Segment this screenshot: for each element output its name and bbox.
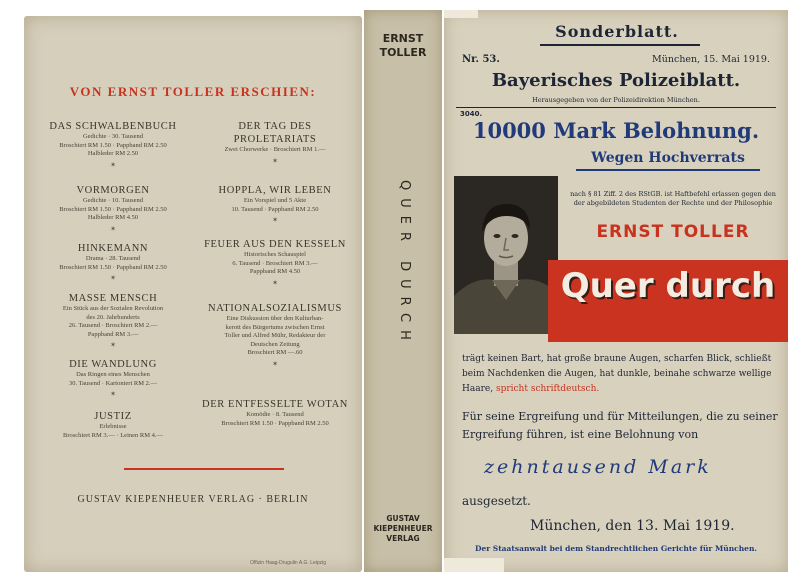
reason-underline [576,169,760,171]
book-detail: des 20. Jahrhunderts [86,313,140,321]
book-title: DER ENTFESSELTE WOTAN [202,399,348,410]
book-detail: Pappband RM 3.— [87,330,139,338]
book-detail: Broschiert RM 1.50 · Pappband RM 2.50 [59,141,167,149]
book-detail: kerott des Bürgertums zwischen Ernst [225,323,325,331]
book-entry [196,398,354,428]
torn-edge [444,558,504,572]
separator-star-icon: ✶ [110,274,116,282]
book-detail: Das Ringen eines Menschen [76,371,150,378]
footer-line: Der Staatsanwalt bei dem Standrechtlichen Gerichte für München. [474,544,758,553]
header-rule [540,44,700,46]
book-detail: Ein Stück aus der Sozialen Revolution [62,305,164,312]
book-title: Quer durch [560,266,776,306]
book-detail: Eine Diskussion über den Kulturban- [226,315,324,322]
reward-call: Für seine Ergreifung und für Mitteilungen, die zu seiner Ergreifung führen, ist eine Belohnung von [462,410,778,441]
separator-star-icon: ✶ [110,341,116,349]
book-detail: Ein Vorspiel und 5 Akte [243,197,307,204]
front-cover [444,10,788,572]
book-title: DER TAG DES PROLETARIATS [233,121,317,145]
book-title: MASSE MENSCH [68,293,158,304]
reward-sum: zehntausend Mark [484,456,712,478]
back-cover-heading: VON ERNST TOLLER ERSCHIEN: [69,84,317,99]
book-detail: Broschiert RM 1.50 · Pappband RM 2.50 [221,419,329,427]
book-detail: 26. Tausend · Broschiert RM 2.— [68,322,158,329]
book-title: DIE WANDLUNG [69,359,157,370]
book-detail: Halbleder RM 2.50 [87,150,139,157]
signature-date: München, den 13. Mai 1919. [530,518,735,534]
book-title: DAS SCHWALBENBUCH [49,121,177,132]
book-detail: Historisches Schauspiel [244,251,306,258]
spine-title: QUER DURCH [397,180,412,348]
book-entry [38,292,188,349]
book-entry [38,358,188,398]
spine-publisher [364,514,442,544]
spine-publisher-line: VERLAG [386,534,420,543]
book-jacket [10,10,788,572]
newspaper-title: Bayerisches Polizeiblatt. [491,70,741,91]
book-detail: Halbleder RM 4.50 [87,214,139,221]
book-title: FEUER AUS DEN KESSELN [204,239,346,250]
spine-publisher-line: KIEPENHEUER [373,524,433,533]
book-detail: Toller und Alfred Mühr, Redakteur der [224,332,326,339]
offered-text: ausgesetzt. [462,494,531,508]
separator-star-icon: ✶ [272,278,278,287]
book-detail: Broschiert RM —.60 [247,349,303,356]
book-entry [196,238,354,287]
spine-author-line: ERNST [382,32,424,45]
book-detail: Broschiert RM 3.— · Leinen RM 4.— [62,431,164,439]
book-title: NATIONALSOZIALISMUS [208,303,342,314]
book-entry [196,302,354,368]
spine-publisher-line: GUSTAV [386,514,420,523]
separator-star-icon: ✶ [272,359,278,368]
red-divider [124,468,284,470]
book-title: HINKEMANN [77,243,149,254]
separator-star-icon: ✶ [110,160,116,169]
book-detail: Pappband RM 4.50 [249,268,301,275]
portrait-photo [454,176,558,334]
book-detail: Zwei Chorwerke · Broschiert RM 1.— [224,146,326,153]
book-title: VORMORGEN [76,185,150,196]
book-detail: Gedichte · 30. Tausend [82,133,144,140]
editor-line: Herausgegeben von der Polizeidirektion München. [532,96,700,104]
book-detail: Drama · 28. Tausend [85,255,141,262]
book-entry [38,410,188,440]
description-text: trägt keinen Bart, hat große braune Augen, scharfen Blick, schließt beim Nachdenken die Augen, hat dunkle, beinahe schwarze wellige Haare, [462,354,772,394]
issue-date: München, 15. Mai 1919. [652,54,770,65]
book-title: JUSTIZ [94,411,132,422]
book-detail: Gedichte · 10. Tausend [82,197,144,204]
torn-edge [444,10,478,18]
spine-author-line: TOLLER [379,46,427,59]
book-detail: 30. Tausend · Kartoniert RM 2.— [68,379,158,387]
book-entry [196,120,354,165]
spine-author [364,32,442,60]
book-entry [196,184,354,224]
book-detail: Broschiert RM 1.50 · Pappband RM 2.50 [59,205,167,213]
book-entry [38,184,188,233]
book-detail: Komödie · 8. Tausend [246,411,304,418]
issue-number: Nr. 53. [462,54,500,65]
legal-notice: nach § 81 Ziff. 2 des RStGB. ist Haftbefehl erlassen gegen den der abgebildeten Studenten der Rechte und der Philosophie [570,190,776,207]
printer-credit: Offizin Haag-Drugulin A.G. Leipzig [250,560,327,566]
book-entry [38,120,188,169]
book-detail: 10. Tausend · Pappband RM 2.50 [231,205,319,213]
publisher-line: GUSTAV KIEPENHEUER VERLAG · BERLIN [77,494,309,505]
description [462,352,780,397]
reward-headline: 10000 Mark Belohnung. [472,118,760,143]
book-entry [38,242,188,282]
description-highlight: spricht schriftdeutsch. [495,384,600,394]
book-detail: Erlebnisse [99,423,127,430]
book-title: HOPPLA, WIR LEBEN [218,185,332,196]
separator-star-icon: ✶ [110,390,116,398]
book-detail: Broschiert RM 1.50 · Pappband RM 2.50 [59,263,167,271]
special-edition-label: Sonderblatt. [555,22,679,41]
header-rule [456,107,776,108]
reward-reason: Wegen Hochverrats [591,150,745,166]
book-detail: 6. Tausend · Broschiert RM 3.— [232,259,318,267]
separator-star-icon: ✶ [272,156,278,165]
notice-number: 3040. [460,110,483,118]
portrait-image [454,176,558,334]
book-detail: Deutschen Zeitung [250,340,300,348]
separator-star-icon: ✶ [110,224,116,233]
author-name: ERNST TOLLER [596,222,750,242]
spine [364,10,442,572]
back-cover [24,16,362,572]
separator-star-icon: ✶ [272,216,278,224]
